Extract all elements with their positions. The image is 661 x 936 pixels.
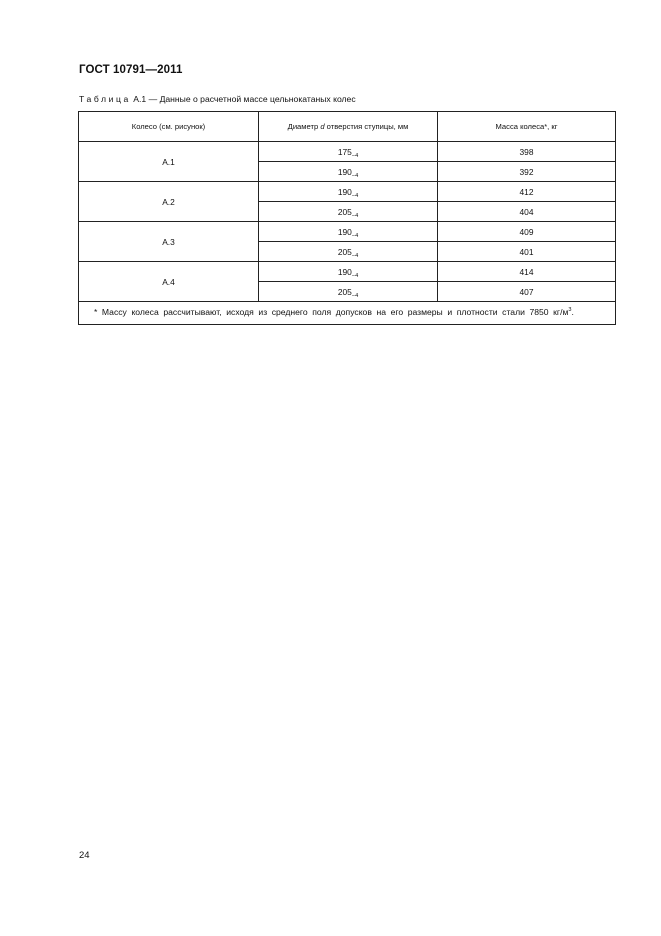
column-header-diameter xyxy=(259,112,438,142)
document-header: ГОСТ 10791—2011 xyxy=(79,64,183,76)
footnote-end: . xyxy=(571,307,574,317)
footnote-superscript: 3 xyxy=(568,307,572,313)
wheel-cell: А.1 xyxy=(79,142,259,182)
diameter-cell xyxy=(259,262,438,282)
column-header-diameter-pre: Диаметр xyxy=(287,122,319,131)
table-row xyxy=(79,182,616,202)
table-caption xyxy=(79,94,356,104)
diameter-cell xyxy=(259,162,438,182)
diameter-value: 190 xyxy=(337,186,352,197)
wheel-mass-table xyxy=(78,111,616,325)
tolerance-value: −4 xyxy=(351,212,359,219)
diameter-cell xyxy=(259,182,438,202)
table-footnote-row xyxy=(79,302,616,325)
tolerance-value: −4 xyxy=(351,272,359,279)
tolerance-value: −4 xyxy=(351,232,359,239)
mass-cell: 414 xyxy=(438,262,616,282)
diameter-cell xyxy=(259,242,438,262)
mass-cell: 392 xyxy=(438,162,616,182)
tolerance-value: −4 xyxy=(351,172,359,179)
table-header-row xyxy=(79,112,616,142)
wheel-cell: А.3 xyxy=(79,222,259,262)
diameter-cell xyxy=(259,282,438,302)
diameter-value: 190 xyxy=(337,266,352,277)
column-header-diameter-post: отверстия ступицы, мм xyxy=(326,122,409,131)
diameter-value: 190 xyxy=(337,166,352,177)
table-row xyxy=(79,262,616,282)
diameter-value: 205 xyxy=(337,206,352,217)
table-row xyxy=(79,222,616,242)
column-header-wheel: Колесо (см. рисунок) xyxy=(79,112,259,142)
mass-cell: 398 xyxy=(438,142,616,162)
column-header-mass: Масса колеса*, кг xyxy=(438,112,616,142)
mass-cell: 401 xyxy=(438,242,616,262)
diameter-value: 190 xyxy=(337,226,352,237)
wheel-cell: А.4 xyxy=(79,262,259,302)
diameter-value: 205 xyxy=(337,246,352,257)
table-caption-title: А.1 — Данные о расчетной массе цельнокатаных колес xyxy=(133,94,356,104)
table-row xyxy=(79,142,616,162)
mass-cell: 404 xyxy=(438,202,616,222)
column-header-diameter-var: d xyxy=(320,122,325,131)
wheel-cell: А.2 xyxy=(79,182,259,222)
table-caption-word: Таблица xyxy=(79,94,131,104)
diameter-value: 205 xyxy=(337,286,352,297)
tolerance-value: −4 xyxy=(351,192,359,199)
diameter-cell xyxy=(259,142,438,162)
mass-cell: 409 xyxy=(438,222,616,242)
page-number: 24 xyxy=(79,850,90,861)
mass-cell: 407 xyxy=(438,282,616,302)
tolerance-value: −4 xyxy=(351,152,359,159)
tolerance-value: −4 xyxy=(351,292,359,299)
diameter-value: 175 xyxy=(337,146,352,157)
diameter-cell xyxy=(259,222,438,242)
footnote-text: * Массу колеса рассчитывают, исходя из среднего поля допусков на его размеры и плотности стали 7850 кг/м xyxy=(94,307,569,317)
table-footnote xyxy=(79,302,616,325)
mass-cell: 412 xyxy=(438,182,616,202)
tolerance-value: −4 xyxy=(351,252,359,259)
diameter-cell xyxy=(259,202,438,222)
